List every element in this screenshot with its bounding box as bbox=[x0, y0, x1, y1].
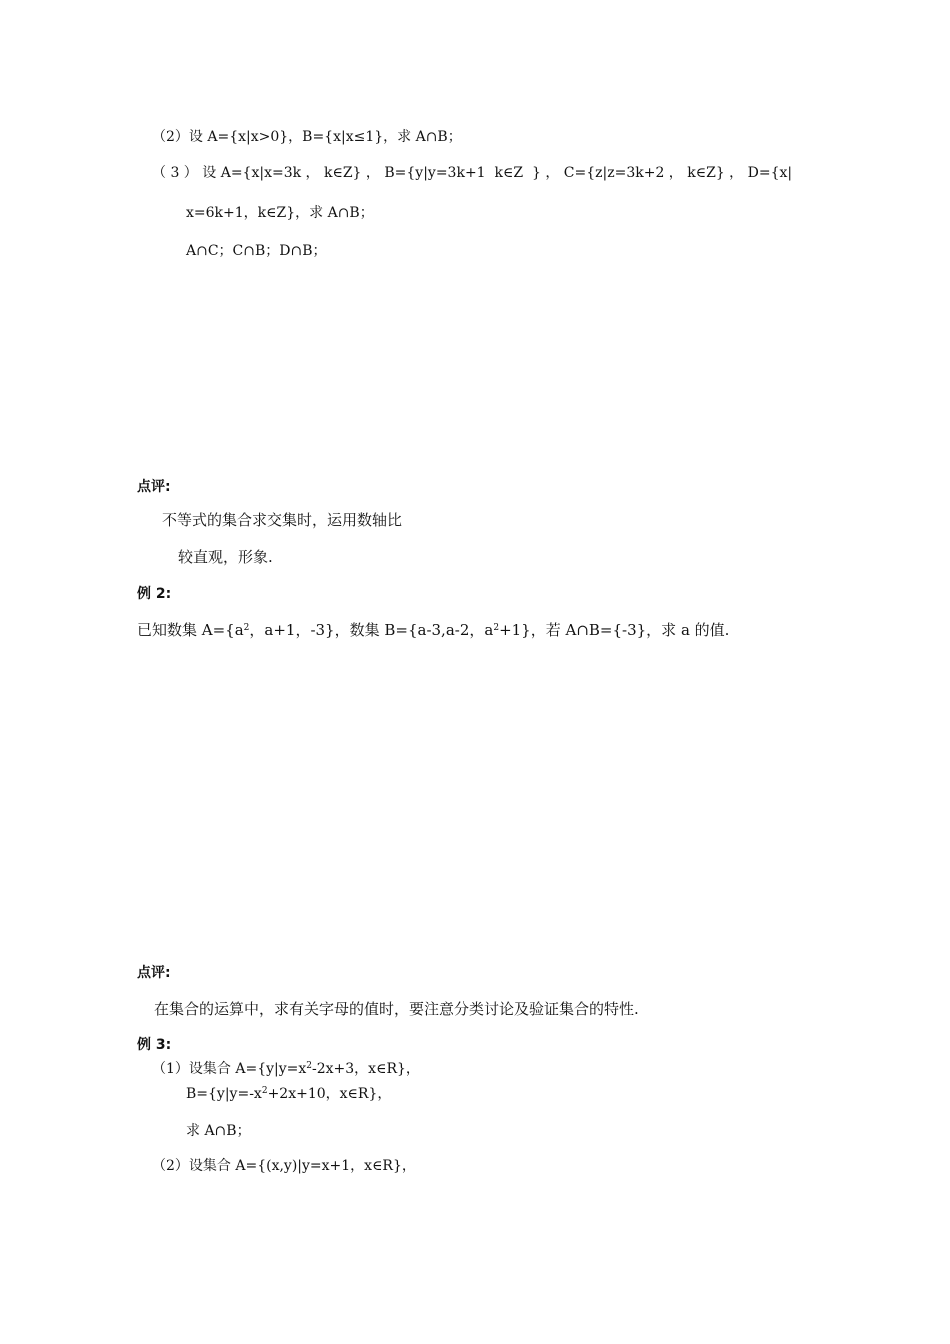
example3-part1-line1 bbox=[152, 1060, 420, 1078]
example3-heading: 例 3: bbox=[137, 1037, 172, 1053]
review2-heading: 点评: bbox=[137, 965, 171, 981]
review1-line1: 不等式的集合求交集时，运用数轴比 bbox=[162, 511, 403, 529]
example3-part1-line2-a: B={y|y=-x bbox=[186, 1086, 262, 1102]
example2-text-part-b: ，a+1，-3}，数集 B={a-3,a-2，a bbox=[249, 621, 494, 639]
example3-part1-line3: 求 A∩B； bbox=[186, 1123, 251, 1139]
example3-part1-b: -2x+3，x∈R}， bbox=[312, 1061, 420, 1077]
example2-text-part-a: 已知数集 A={a bbox=[137, 621, 244, 639]
ex1-part3-line2: x=6k+1，k∈Z}，求 A∩B； bbox=[186, 205, 374, 221]
ex1-part3-line3: A∩C；C∩B；D∩B； bbox=[186, 243, 327, 259]
example2-text bbox=[137, 621, 729, 639]
example3-part1-line2-exponent: 2 bbox=[261, 1086, 268, 1096]
ex1-part3-line1: （ 3 ） 设 A={x|x=3k ， k∈Z} ， B={y|y=3k+1 k∈Z } ， C={z|z=3k+2 ， k∈Z} ， D={x| bbox=[152, 165, 793, 181]
example3-part2-line1: （2）设集合 A={(x,y)|y=x+1，x∈R}， bbox=[152, 1158, 416, 1174]
example3-part1-exponent: 2 bbox=[306, 1061, 313, 1071]
review1-line2: 较直观，形象. bbox=[178, 548, 273, 566]
example2-exponent-b: 2 bbox=[493, 623, 500, 633]
example2-heading: 例 2: bbox=[137, 586, 172, 602]
example2-text-part-c: +1}，若 A∩B={-3}，求 a 的值. bbox=[499, 621, 730, 639]
example3-part1-line2-b: +2x+10，x∈R}， bbox=[267, 1086, 392, 1102]
review1-heading: 点评: bbox=[137, 479, 171, 495]
example3-part1-a: （1）设集合 A={y|y=x bbox=[152, 1061, 307, 1077]
example2-exponent-a: 2 bbox=[243, 623, 250, 633]
review2-line1: 在集合的运算中，求有关字母的值时，要注意分类讨论及验证集合的特性. bbox=[154, 1000, 639, 1018]
ex1-part2-text: （2）设 A={x|x>0}，B={x|x≤1}，求 A∩B； bbox=[152, 129, 462, 145]
example3-part1-line2 bbox=[186, 1085, 391, 1103]
